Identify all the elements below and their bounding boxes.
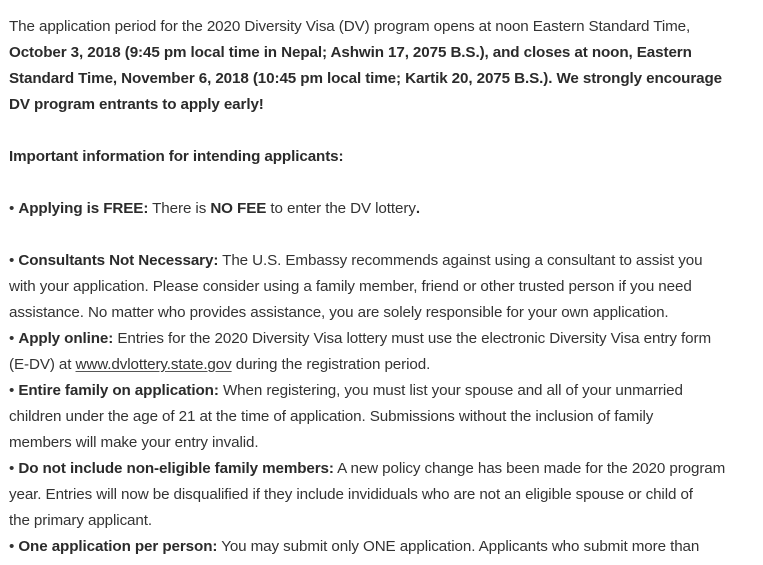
item-entire-family: • Entire family on application: When registering, you must list your spouse and all of your unmarried children under the age of 21 at the time of application. Submissions without the inclusion of family members will make your entry invalid. [9,382,683,451]
bullet: • [9,200,15,217]
intro-line-bold: October 3, 2018 (9:45 pm local time in Nepal; Ashwin 17, 2075 B.S.), and closes at noon, Eastern [9,44,692,61]
dvlottery-link[interactable]: www.dvlottery.state.gov [75,356,232,373]
bullet: • [9,330,15,347]
item-non-eligible: • Do not include non-eligible family members: A new policy change has been made for the 2020 program year. Entries will now be disqualified if they include invididuals who are not an eligible spouse or child of the primary applicant. [9,460,726,529]
intro-line: The application period for the 2020 Diversity Visa (DV) program opens at noon Eastern Standard Time, [9,18,691,35]
item-one-application: • One application per person: You may submit only ONE application. Applicants who submit more than [9,538,700,555]
spacer [9,170,759,196]
item-label: Apply online: [18,330,114,347]
announcement-document [9,14,759,560]
bullet: • [9,460,15,477]
important-heading: Important information for intending applicants: [9,148,344,165]
intro-line-bold: DV program entrants to apply early! [9,96,264,113]
intro-paragraph [9,14,759,118]
spacer [9,222,759,248]
item-label: Entire family on application: [18,382,219,399]
item-applying-free: • Applying is FREE: There is NO FEE to enter the DV lottery. [9,200,420,217]
item-consultants: • Consultants Not Necessary: The U.S. Embassy recommends against using a consultant to assist you with your application. Please consider using a family member, friend or other trusted person if you need assistance. No matter who provides assistance, you are solely responsible for your own application. [9,252,703,321]
item-label: Do not include non-eligible family members: [18,460,334,477]
item-label: Applying is FREE: [18,200,149,217]
spacer [9,118,759,144]
intro-line-bold: Standard Time, November 6, 2018 (10:45 pm local time; Kartik 20, 2075 B.S.). We strongly encourage [9,70,723,87]
bullet: • [9,538,15,555]
item-label: One application per person: [18,538,218,555]
item-apply-online: • Apply online: Entries for the 2020 Diversity Visa lottery must use the electronic Diversity Visa entry form (E-DV) at www.dvlottery.state.gov during the registration period. [9,330,712,373]
bullet: • [9,252,15,269]
item-label: Consultants Not Necessary: [18,252,219,269]
bullet: • [9,382,15,399]
